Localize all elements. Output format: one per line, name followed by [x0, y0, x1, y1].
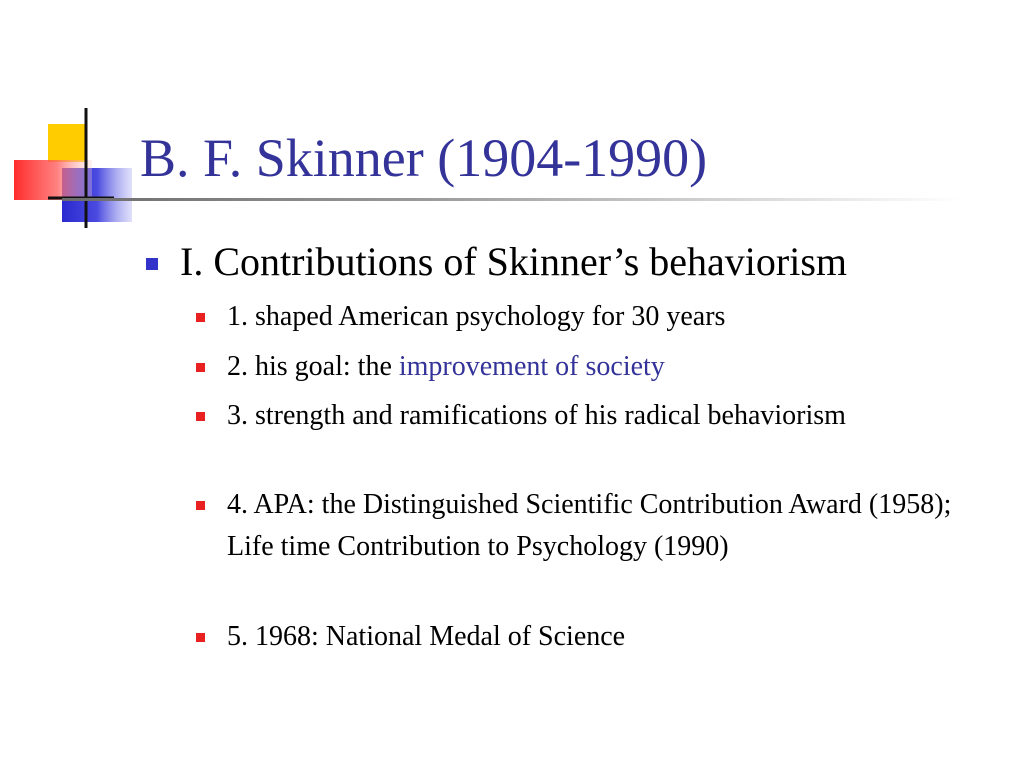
list-item-2-text: 2. his goal: the: [227, 351, 399, 382]
level2-bullet-icon: [196, 633, 205, 642]
list-item-3: 3. strength and ramifications of his radical behaviorism: [227, 400, 846, 431]
list-item-4: 4. APA: the Distinguished Scientific Contribution Award (1958); Life time Contribution to Psychology (1990): [227, 489, 952, 562]
highlighted-phrase: improvement of society: [398, 351, 665, 382]
list-item-5: 5. 1968: National Medal of Science: [227, 621, 626, 652]
list-item-1: 1. shaped American psychology for 30 years: [227, 301, 726, 332]
heading-bullet-text: I. Contributions of Skinner’s behaviorism: [180, 239, 847, 284]
list-item-2: [227, 346, 967, 388]
slide-title: B. F. Skinner (1904-1990): [140, 128, 708, 188]
level2-bullet-icon: [196, 363, 205, 372]
level2-bullet-icon: [196, 501, 205, 510]
level1-bullet-icon: [146, 258, 158, 270]
level2-bullet-icon: [196, 313, 205, 322]
level2-bullet-icon: [196, 412, 205, 421]
